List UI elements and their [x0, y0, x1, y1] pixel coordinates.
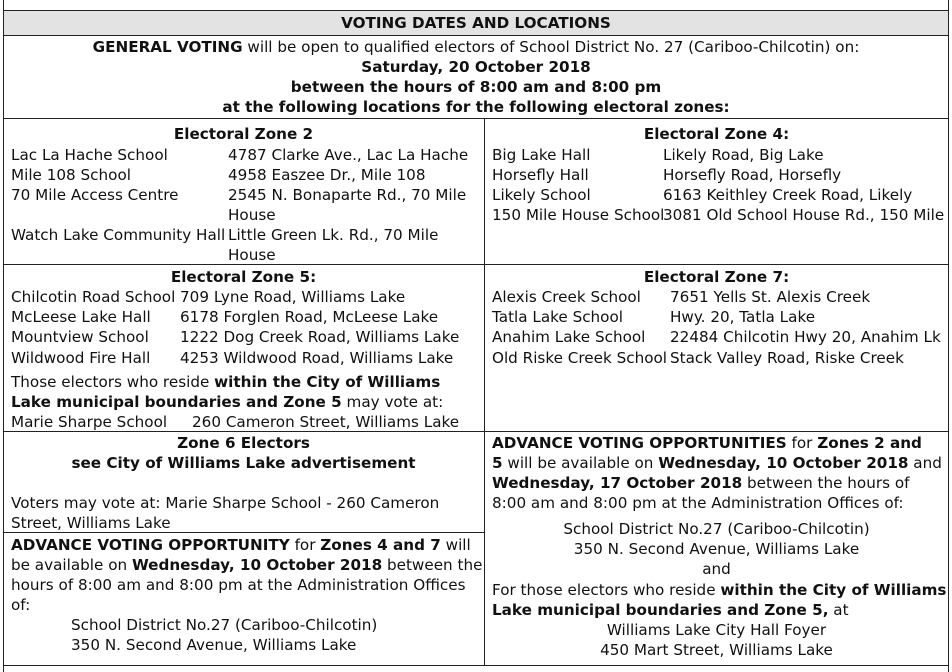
zone5-location-name: McLeese Lake Hall	[11, 308, 151, 326]
advance-zones-4-7-line4: of:	[11, 596, 31, 614]
zone5-location-address: 4253 Wildwood Road, Williams Lake	[180, 349, 454, 367]
zone5-location-address: 1222 Dog Creek Road, Williams Lake	[180, 328, 460, 346]
zone4-location-address: Likely Road, Big Lake	[663, 146, 824, 164]
advance-zones-2-5-line1	[492, 433, 922, 453]
zone2-location-address: 4958 Easzee Dr., Mile 108	[228, 166, 426, 184]
advance-date: Wednesday, 10 October 2018	[658, 454, 909, 472]
zone7-location-address: Stack Valley Road, Riske Creek	[670, 349, 904, 367]
zone4-location-address: 6163 Keithley Creek Road, Likely	[663, 186, 913, 204]
advance-zones-2-5-line3	[492, 473, 909, 493]
table-top-border	[3, 10, 949, 11]
general-voting-intro	[3, 37, 949, 57]
zone5-location-name: Mountview School	[11, 328, 149, 346]
zone2-location-name: Lac La Hache School	[11, 146, 168, 164]
zone6-voter-note-cont: Street, Williams Lake	[11, 514, 171, 532]
zone7-location-name: Tatla Lake School	[492, 308, 623, 326]
general-voting-date: Saturday, 20 October 2018	[361, 58, 591, 76]
advance-zones: 5	[492, 454, 503, 472]
advance-zones: Zones 2 and	[817, 434, 922, 452]
advance-office-address: 350 N. Second Avenue, Williams Lake	[71, 636, 357, 654]
zone2-location-name: Mile 108 School	[11, 166, 131, 184]
zone4-location-name: 150 Mile House School	[492, 206, 665, 224]
advance-text: for	[289, 536, 321, 554]
advance-zones-4-7-line2	[11, 555, 482, 575]
advance-text: will be available on	[502, 454, 659, 472]
advance-text: for	[786, 434, 818, 452]
zone4-location-address: Horsefly Road, Horsefly	[663, 166, 842, 184]
advance-city-bold: within the City of Williams	[720, 581, 947, 599]
zone5-location-name: Wildwood Fire Hall	[11, 349, 151, 367]
zone7-location-name: Old Riske Creek School	[492, 349, 667, 367]
advance-zones: Zones 4 and 7	[320, 536, 441, 554]
header-bottom-border	[3, 35, 949, 36]
zone4-location-address: 3081 Old School House Rd., 150 Mile	[663, 206, 945, 224]
zone5-note-text: may vote at:	[341, 393, 444, 411]
zone2-location-address: 4787 Clarke Ave., Lac La Hache	[228, 146, 469, 164]
zone5-location-name: Chilcotin Road School	[11, 288, 176, 306]
zone5-alt-location-address: 260 Cameron Street, Williams Lake	[192, 413, 460, 431]
zone7-location-address: 22484 Chilcotin Hwy 20, Anahim Lk	[670, 328, 941, 346]
general-bottom-border	[3, 118, 949, 119]
zone2-location-name: Watch Lake Community Hall	[11, 226, 226, 244]
column-divider	[484, 118, 485, 665]
table-bottom-border	[3, 665, 949, 666]
advance-text: between the	[382, 556, 483, 574]
section-title: VOTING DATES AND LOCATIONS	[341, 14, 611, 32]
zone4-location-name: Big Lake Hall	[492, 146, 591, 164]
zone5-note-text: Those electors who reside	[11, 373, 215, 391]
advance-text: between the hours of	[742, 474, 910, 492]
zone4-title: Electoral Zone 4:	[643, 125, 790, 143]
city-hall-address: 450 Mart Street, Williams Lake	[600, 641, 833, 659]
zone7-location-name: Anahim Lake School	[492, 328, 646, 346]
zone2-location-address-cont: House	[228, 206, 276, 224]
zone7-location-address: Hwy. 20, Tatla Lake	[670, 308, 816, 326]
advance-label: ADVANCE VOTING OPPORTUNITY	[11, 536, 290, 554]
zone2-location-address: Little Green Lk. Rd., 70 Mile	[228, 226, 439, 244]
zone7-location-name: Alexis Creek School	[492, 288, 641, 306]
advance-zones-4-7-line1	[11, 535, 471, 555]
zone6-subtitle: see City of Williams Lake advertisement	[71, 454, 416, 472]
zone5-city-note	[11, 372, 440, 392]
zone6-voter-note: Voters may vote at: Marie Sharpe School - 260 Cameron	[11, 494, 440, 512]
advance-text: will	[440, 536, 471, 554]
zone5-alt-location-name: Marie Sharpe School	[11, 413, 168, 431]
advance-label: ADVANCE VOTING OPPORTUNITIES	[492, 434, 787, 452]
advance-office-address: 350 N. Second Avenue, Williams Lake	[573, 540, 860, 558]
zone2-title: Electoral Zone 2	[173, 125, 314, 143]
advance-text: be available on	[11, 556, 132, 574]
zone2-location-name: 70 Mile Access Centre	[11, 186, 179, 204]
zone5-note-bold: within the City of Williams	[214, 373, 441, 391]
advance-office-name: School District No.27 (Cariboo-Chilcotin)	[563, 520, 870, 538]
general-voting-hours: between the hours of 8:00 am and 8:00 pm	[290, 78, 662, 96]
advance-text: For those electors who reside	[492, 581, 721, 599]
general-voting-text: will be open to qualified electors of School District No. 27 (Cariboo-Chilcotin) on:	[242, 38, 860, 56]
advance-city-note-cont	[492, 600, 849, 620]
city-hall-location: Williams Lake City Hall Foyer	[606, 621, 827, 639]
advance-date: Wednesday, 17 October 2018	[492, 474, 743, 492]
zone2-location-address: 2545 N. Bonaparte Rd., 70 Mile	[228, 186, 467, 204]
advance-office-name: School District No.27 (Cariboo-Chilcotin)	[71, 616, 378, 634]
advance-zones-2-5-line2	[492, 453, 942, 473]
zone7-title: Electoral Zone 7:	[643, 268, 790, 286]
advance-text: and	[908, 454, 942, 472]
zone2-location-address-cont: House	[228, 246, 276, 264]
zone4-location-name: Likely School	[492, 186, 591, 204]
advance-and-separator: and	[702, 560, 731, 578]
zone5-title: Electoral Zone 5:	[170, 268, 317, 286]
advance-city-note	[492, 580, 946, 600]
zone6-title: Zone 6 Electors	[177, 434, 310, 452]
zone5-city-note-cont	[11, 392, 443, 412]
advance-zones-2-5-line4: 8:00 am and 8:00 pm at the Administration Offices of:	[492, 494, 904, 512]
advance-date: Wednesday, 10 October 2018	[131, 556, 383, 574]
zone5-location-address: 709 Lyne Road, Williams Lake	[180, 288, 406, 306]
general-voting-label: GENERAL VOTING	[92, 38, 243, 56]
zone5-location-address: 6178 Forglen Road, McLeese Lake	[180, 308, 439, 326]
general-voting-locations-intro: at the following locations for the following electoral zones:	[222, 98, 730, 116]
advance-city-bold: Lake municipal boundaries and Zone 5,	[492, 601, 829, 619]
row1-bottom-border	[3, 264, 949, 265]
advance-zones-4-7-line3: hours of 8:00 am and 8:00 pm at the Administration Offices	[11, 576, 466, 594]
advance-text: at	[828, 601, 849, 619]
zone7-location-address: 7651 Yells St. Alexis Creek	[670, 288, 871, 306]
zone5-note-bold: Lake municipal boundaries and Zone 5	[11, 393, 342, 411]
zone4-location-name: Horsefly Hall	[492, 166, 589, 184]
